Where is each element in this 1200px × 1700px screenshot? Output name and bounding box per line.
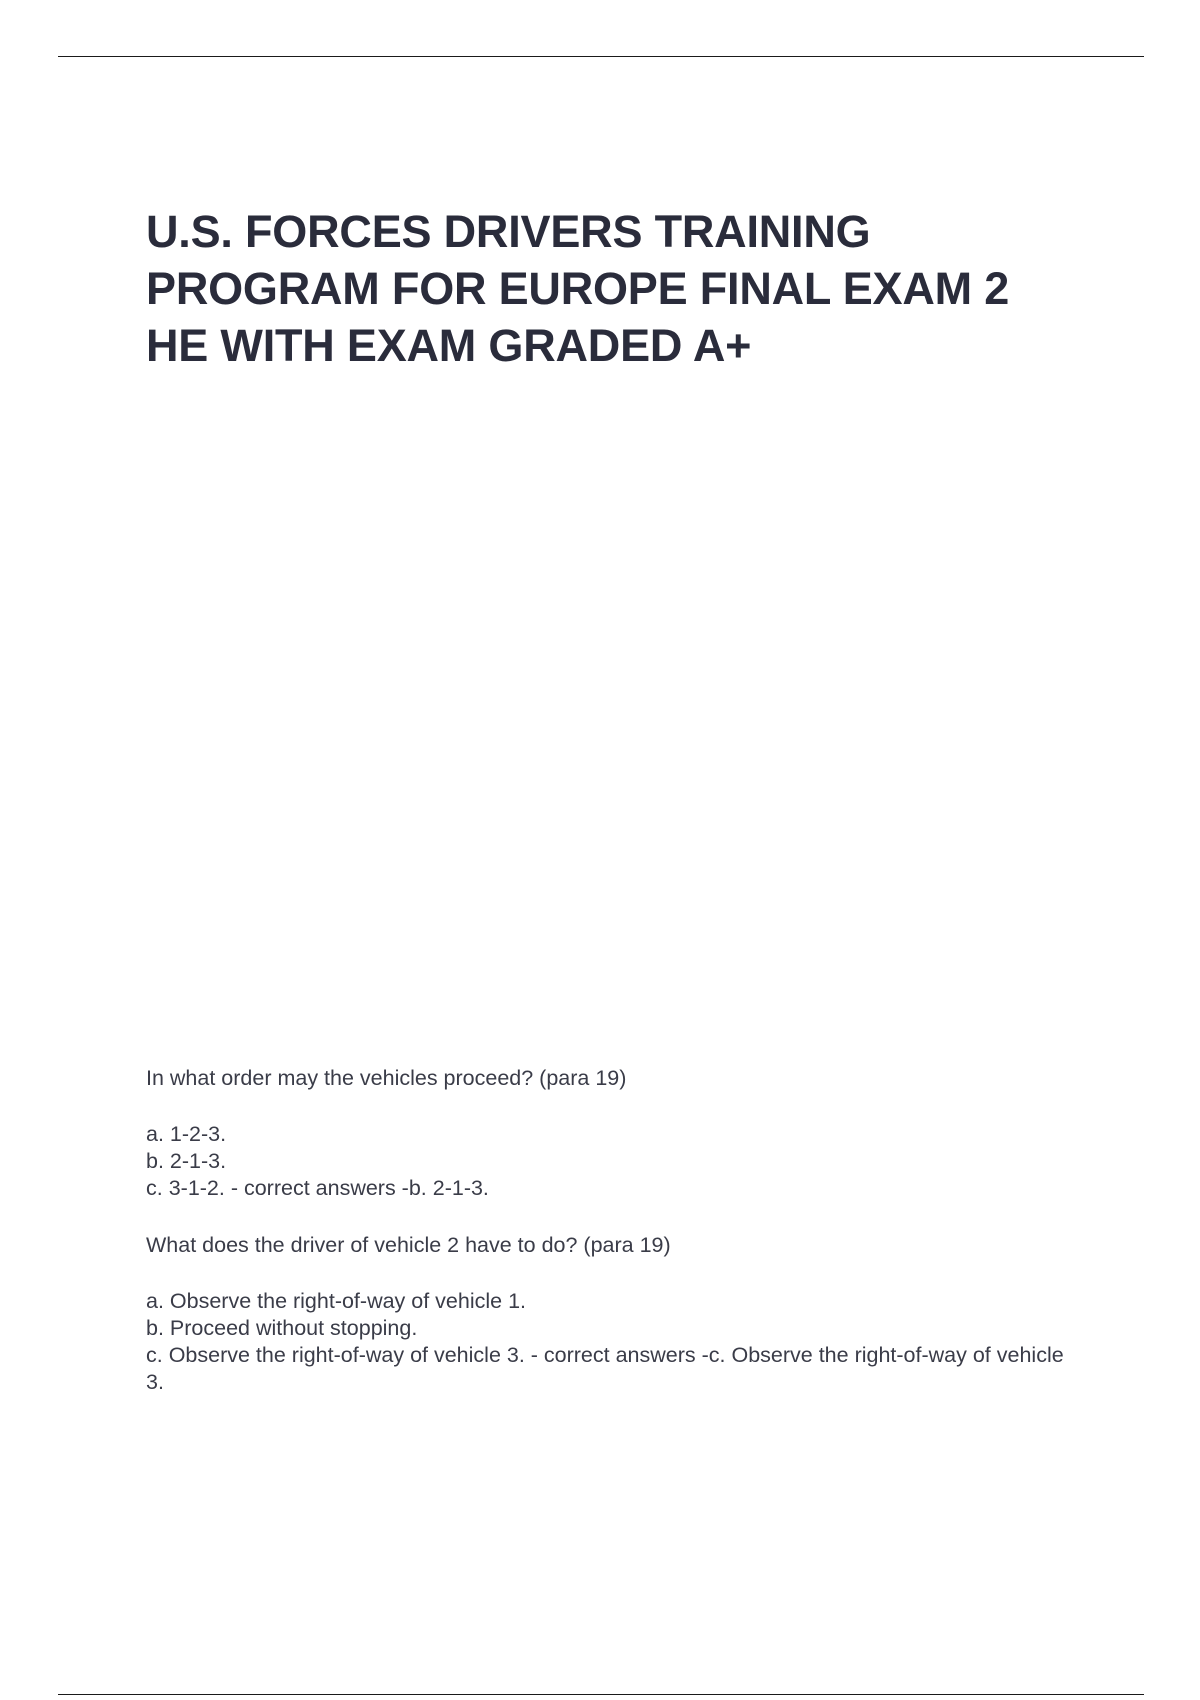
question-text: What does the driver of vehicle 2 have to do? (para 19) bbox=[146, 1233, 671, 1257]
title-line: U.S. FORCES DRIVERS TRAINING bbox=[146, 206, 871, 257]
answer-option: a. Observe the right-of-way of vehicle 1. bbox=[146, 1289, 527, 1313]
answer-option: b. 2-1-3. bbox=[146, 1149, 227, 1173]
header-rule bbox=[58, 56, 1144, 57]
answer-option: b. Proceed without stopping. bbox=[146, 1316, 418, 1340]
answer-option: a. 1-2-3. bbox=[146, 1122, 227, 1146]
answer-option: c. 3-1-2. - correct answers -b. 2-1-3. bbox=[146, 1176, 489, 1200]
document-title bbox=[146, 203, 1126, 374]
question-block-1 bbox=[146, 1065, 1066, 1202]
footer-rule bbox=[58, 1694, 1144, 1695]
title-line: HE WITH EXAM GRADED A+ bbox=[146, 320, 752, 371]
question-block-2 bbox=[146, 1232, 1066, 1396]
question-text: In what order may the vehicles proceed? (para 19) bbox=[146, 1066, 627, 1090]
title-line: PROGRAM FOR EUROPE FINAL EXAM 2 bbox=[146, 263, 1010, 314]
answer-option: c. Observe the right-of-way of vehicle 3. - correct answers -c. Observe the right-of-way of vehicle 3. bbox=[146, 1343, 1064, 1394]
